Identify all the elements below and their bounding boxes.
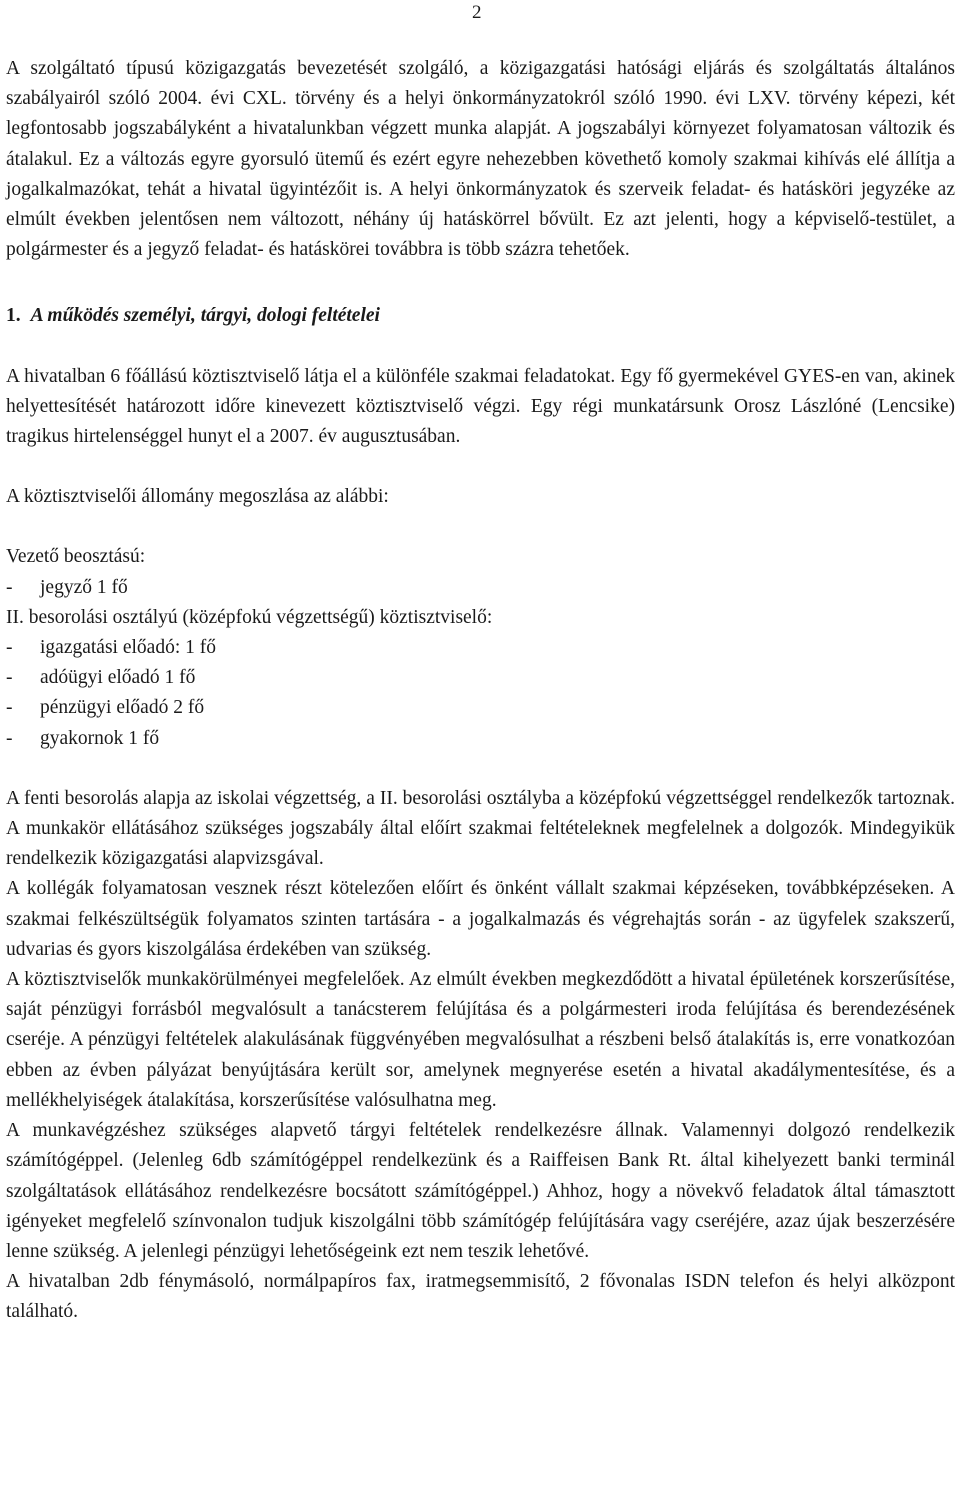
list-item (6, 663, 955, 693)
closing-paragraph-training: A kollégák folyamatosan vesznek részt kötelezően előírt és önként vállalt szakmai képzéseken, továbbképzéseken. A szakmai felkészültségük folyamatos szinten tartására - a jogalkalmazás és végrehajtás során - az ügyfelek szakszerű, udvarias és gyors kiszolgálása érdekében van szükség. (6, 878, 955, 960)
list-dash: - (6, 727, 13, 749)
leader-item: jegyző 1 fő (40, 576, 128, 598)
staff-paragraph: A hivatalban 6 főállású köztisztviselő látja el a különféle szakmai feladatokat. Egy fő gyermekével GYES-en van, akinek helyettesítését határozott időre kinevezett köztisztviselő végzi. Egy régi munkatársunk Orosz Lászlóné (Lencsike) tragikus hirtelenséggel hunyt el a 2007. év augusztusában. (6, 365, 955, 448)
list-item (6, 633, 955, 663)
class2-item: igazgatási előadó: 1 fő (40, 637, 216, 659)
list-dash: - (6, 667, 13, 689)
distribution-intro: A köztisztviselői állomány megoszlása az alábbi: (6, 486, 389, 508)
section-heading (6, 301, 955, 331)
closing-paragraph-equipment: A munkavégzéshez szükséges alapvető tárgyi feltételek rendelkezésre állnak. Valamennyi dolgozó rendelkezik számítógéppel. (Jelenleg 6db számítógéppel rendelkezünk és a Raiffeisen Bank Rt. által kihelyezett banki terminál szolgáltatások ellátásához rendelkezésre bocsátott számítógéppel.) Ahhoz, hogy a növekvő feladatok által támasztott igényeket megfelelő színvonalon tudjuk kiszolgálni több számítógép felújítására vagy cseréjére, azaz újak beszerzésére lenne szükség. A jelenlegi pénzügyi lehetőségeink ezt nem teszik lehetővé. (6, 1120, 955, 1262)
spacer (6, 265, 955, 301)
section-number: 1. (6, 305, 21, 327)
leader-heading: Vezető beosztású: (6, 546, 146, 568)
list-item (6, 693, 955, 723)
list-dash: - (6, 697, 13, 719)
class2-item: gyakornok 1 fő (40, 727, 160, 749)
spacer (6, 512, 955, 542)
section-title: A működés személyi, tárgyi, dologi feltételei (30, 305, 380, 327)
list-dash: - (6, 576, 13, 598)
class2-item: adóügyi előadó 1 fő (40, 667, 196, 689)
closing-paragraph-conditions: A köztisztviselők munkakörülményei megfelelőek. Az elmúlt években megkezdődött a hivatal épületének korszerűsítése, saját pénzügyi forrásból megvalósult a tanácsterem felújítása és a polgármesteri iroda felújítása és berendezésének cseréje. A pénzügyi feltételek alakulásának függvényében megvalósulhat a részbeni belső átalakítás is, erre vonatkozóan ebben az évben pályázat benyújtására került sor, amelynek megnyerése esetén a hivatal akadálymentesítése, és a mellékhelyiségek átalakítása, korszerűsítése valósulhatna meg. (6, 969, 955, 1111)
list-dash: - (6, 637, 13, 659)
spacer (6, 754, 955, 784)
list-item (6, 573, 955, 603)
spacer (6, 452, 955, 482)
list-item (6, 724, 955, 754)
page-number: 2 (472, 2, 482, 23)
closing-paragraph-qualification: A fenti besorolás alapja az iskolai végzettség, a II. besorolási osztályba a középfokú végzettséggel rendelkezők tartoznak. A munkakör ellátásához szükséges jogszabály által előírt szakmai feltételeknek megfelelnek a dolgozók. Mindegyikük rendelkezik közigazgatási alapvizsgával. (6, 787, 955, 870)
spacer (6, 332, 955, 362)
closing-paragraph-office-devices: A hivatalban 2db fénymásoló, normálpapíros fax, iratmegsemmisítő, 2 fővonalas ISDN telefon és helyi alközpont található. (6, 1271, 955, 1323)
class2-item: pénzügyi előadó 2 fő (40, 697, 205, 719)
class2-heading: II. besorolási osztályú (középfokú végzettségű) köztisztviselő: (6, 606, 493, 628)
intro-paragraph: A szolgáltató típusú közigazgatás bevezetését szolgáló, a közigazgatási hatósági eljárás és szolgáltatás általános szabályairól szóló 2004. évi CXL. törvény és a helyi önkormányzatokról szóló 1990. évi LXV. törvény képezi, két legfontosabb jogszabályként a hivatalunkban végzett munka alapját. A jogszabályi környezet folyamatosan változik és átalakul. Ez a változás egyre gyorsuló ütemű és ezért egyre nehezebben követhető komoly szakmai kihívás elé állítja a jogalkalmazókat, tehát a hivatal ügyintézőit is. A helyi önkormányzatok és szerveik feladat- és hatásköri jegyzéke az elmúlt években jelentősen nem változott, néhány új hatáskörrel bővült. Ez azt jelenti, hogy a képviselő-testület, a polgármester és a jegyző feladat- és hatáskörei továbbra is több százra tehetőek. (6, 58, 955, 261)
document-body (6, 54, 955, 1328)
